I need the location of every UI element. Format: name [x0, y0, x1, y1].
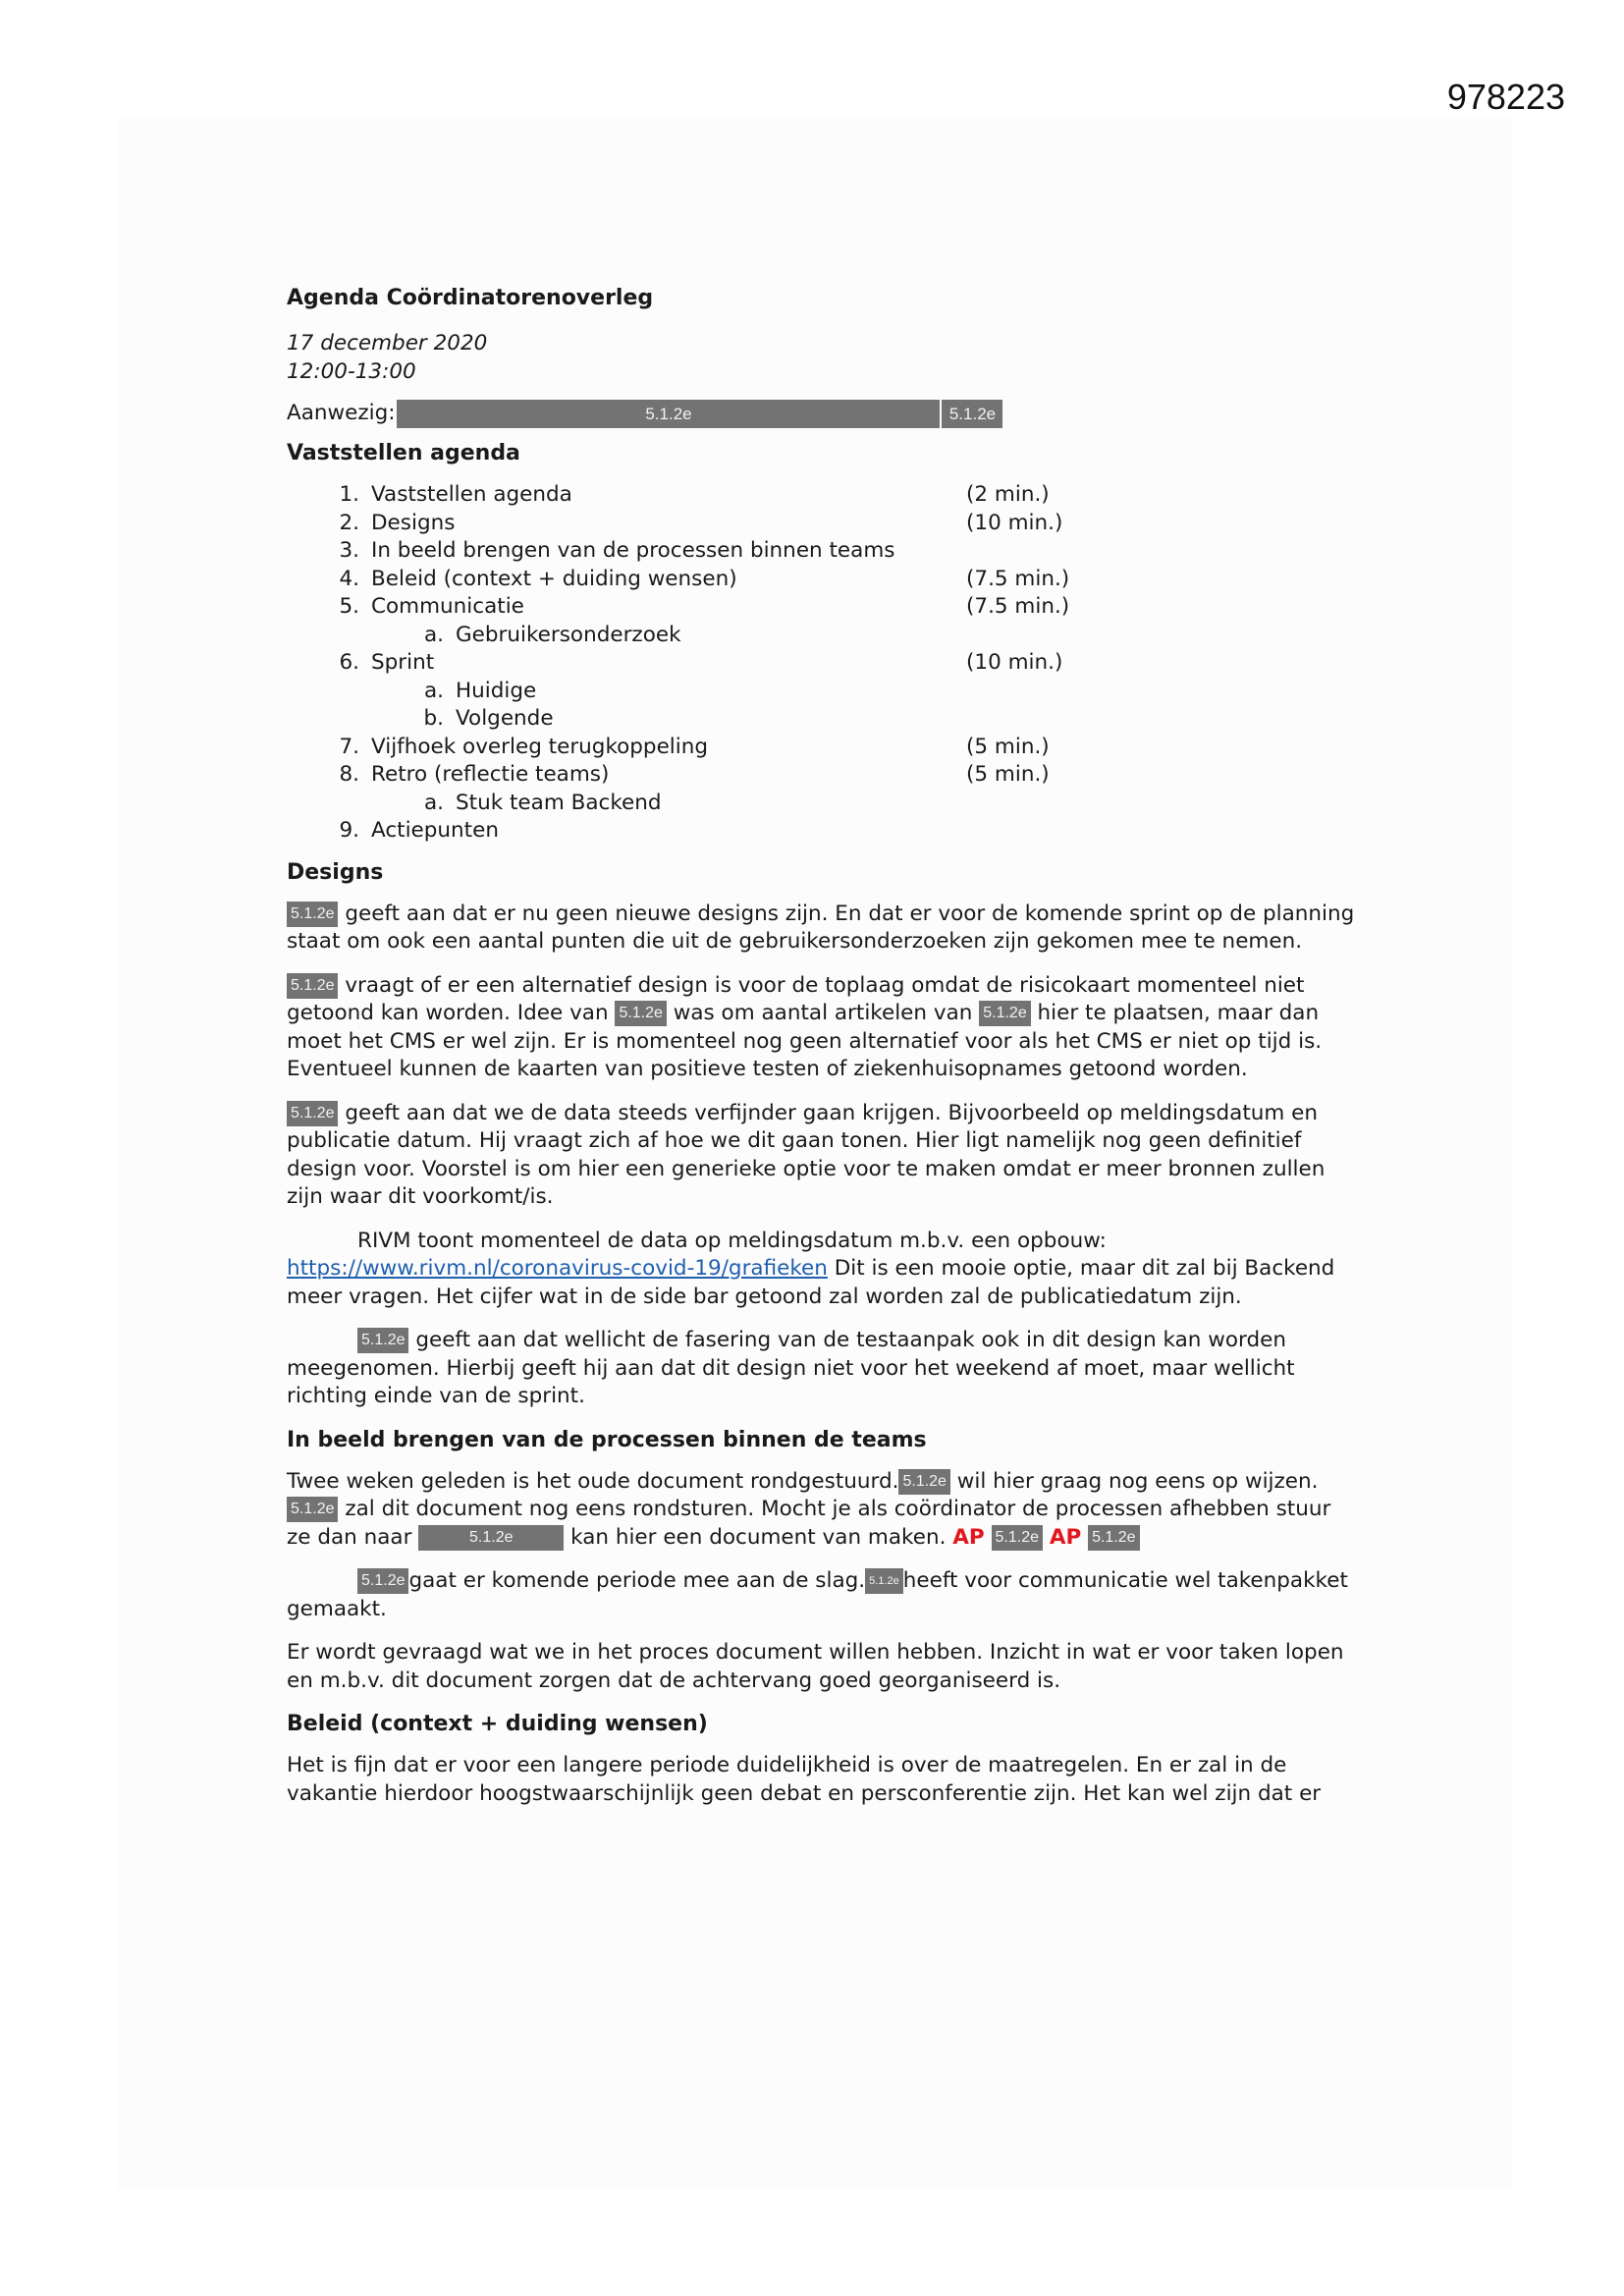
- redaction-block: 5.1.2e: [287, 902, 338, 927]
- document-number: 978223: [1446, 77, 1565, 117]
- redaction-block: 5.1.2e: [942, 400, 1002, 428]
- agenda-item-number: 2.: [339, 510, 359, 535]
- action-point-marker: AP: [952, 1524, 985, 1550]
- agenda-item-number: 3.: [339, 538, 359, 563]
- processen-paragraph: Twee weken geleden is het oude document rondgestuurd. 5.1.2e wil hier graag nog eens op wijzen. 5.1.2e zal dit document nog eens rondsturen. Mocht je als coördinator de processen afhebben stuur ze dan naar 5.1.2e kan hier een document van maken. AP 5.1.2e AP 5.1.2e: [287, 1468, 1331, 1550]
- agenda-item-number: 6.: [339, 650, 359, 675]
- designs-paragraph: 5.1.2e geeft aan dat wellicht de fasering van de testaanpak ook in dit design kan worden meegenomen. Hierbij geeft hij aan dat dit design niet voor het weekend af moet, maar wellicht richting einde van de sprint.: [287, 1328, 1295, 1408]
- redaction-block: 5.1.2e: [287, 1101, 338, 1126]
- agenda-item-label: Retro (reflectie teams): [371, 762, 610, 787]
- agenda-item-number: 7.: [339, 734, 359, 759]
- agenda-item-label: Actiepunten: [371, 818, 499, 843]
- agenda-item: [287, 566, 1357, 594]
- agenda-item: [287, 593, 1357, 622]
- attendees-label: Aanwezig:: [287, 401, 396, 426]
- agenda-item: [287, 790, 1357, 818]
- agenda-item-label: Gebruikersonderzoek: [456, 622, 681, 647]
- agenda-item-label: In beeld brengen van de processen binnen teams: [371, 538, 895, 563]
- section-heading-beleid: Beleid (context + duiding wensen): [287, 1712, 708, 1736]
- agenda-item: [287, 481, 1357, 510]
- designs-paragraph: 5.1.2e vraagt of er een alternatief design is voor de toplaag omdat de risicokaart momenteel niet getoond kan worden. Idee van 5.1.2e was om aantal artikelen van 5.1.2e hier te plaatsen, maar dan moet het CMS er wel zijn. Er is momenteel nog geen alternatief voor als het CMS er niet op tijd is. Eventueel kunnen de kaarten van positieve testen of ziekenhuisopnames getoond worden.: [287, 972, 1323, 1081]
- agenda-item-duration: (7.5 min.): [966, 594, 1070, 619]
- agenda-item: [287, 817, 1357, 846]
- agenda-item-number: a.: [423, 790, 444, 815]
- agenda-item-label: Vijfhoek overleg terugkoppeling: [371, 734, 709, 759]
- agenda-item: [287, 537, 1357, 566]
- agenda-item-label: Communicatie: [371, 594, 524, 619]
- agenda-item-label: Volgende: [456, 706, 554, 731]
- redaction-block: 5.1.2e: [615, 1001, 666, 1026]
- section-heading-designs: Designs: [287, 859, 384, 885]
- agenda-item: [287, 622, 1357, 650]
- designs-paragraph: 5.1.2e geeft aan dat we de data steeds verfijnder gaan krijgen. Bijvoorbeeld op meldingsdatum en publicatie datum. Hij vraagt zich af hoe we dit gaan tonen. Hier ligt namelijk nog geen definitief design voor. Voorstel is om hier een generieke optie voor te maken omdat er meer bronnen zullen zijn waar dit voorkomt/is.: [287, 1100, 1326, 1209]
- redaction-block: 5.1.2e: [979, 1001, 1030, 1026]
- redaction-block: 5.1.2e: [357, 1328, 408, 1353]
- agenda-item-label: Beleid (context + duiding wensen): [371, 566, 737, 591]
- meeting-date: 17 december 2020: [287, 331, 488, 355]
- agenda-item-duration: (2 min.): [966, 482, 1050, 507]
- agenda-item-duration: (10 min.): [966, 510, 1063, 535]
- redaction-block: 5.1.2e: [357, 1568, 408, 1594]
- agenda-item-duration: (5 min.): [966, 762, 1050, 787]
- redaction-block: 5.1.2e: [418, 1525, 564, 1551]
- rivm-grafieken-link[interactable]: https://www.rivm.nl/coronavirus-covid-19/grafieken: [287, 1256, 828, 1281]
- meeting-time: 12:00-13:00: [287, 358, 416, 384]
- agenda-item-number: 9.: [339, 818, 359, 843]
- agenda-item-label: Designs: [371, 510, 456, 535]
- agenda-item-number: b.: [423, 706, 444, 731]
- agenda-item: [287, 649, 1357, 678]
- redaction-block: 5.1.2e: [287, 973, 338, 999]
- attendees-line: [287, 400, 1357, 428]
- designs-paragraph: RIVM toont momenteel de data op meldingsdatum m.b.v. een opbouw: https://www.rivm.nl/coronavirus-covid-19/grafieken Dit is een mooie optie, maar dit zal bij Backend meer vragen. Het cijfer wat in de side bar getoond zal worden zal de publicatiedatum zijn.: [287, 1228, 1335, 1309]
- agenda-item: [287, 510, 1357, 538]
- agenda-item-number: 8.: [339, 762, 359, 787]
- processen-paragraph: 5.1.2e gaat er komende periode mee aan de slag. 5.1.2e heeft voor communicatie wel takenpakket gemaakt.: [287, 1568, 1348, 1621]
- document-title: Agenda Coördinatorenoverleg: [287, 286, 654, 310]
- agenda-item-label: Huidige: [456, 678, 537, 703]
- agenda-item-number: a.: [423, 678, 444, 703]
- agenda-item-duration: (5 min.): [966, 734, 1050, 759]
- document-body: [287, 285, 1357, 1824]
- agenda-item-duration: (7.5 min.): [966, 566, 1070, 591]
- agenda-item: [287, 734, 1357, 762]
- processen-paragraph: Er wordt gevraagd wat we in het proces document willen hebben. Inzicht in wat er voor taken lopen en m.b.v. dit document zorgen dat de achtervang goed georganiseerd is.: [287, 1640, 1344, 1693]
- agenda-item-label: Vaststellen agenda: [371, 482, 572, 507]
- agenda-list: [287, 481, 1357, 846]
- agenda-item: [287, 705, 1357, 734]
- redaction-block: 5.1.2e: [1088, 1525, 1139, 1551]
- section-heading-processen: In beeld brengen van de processen binnen de teams: [287, 1427, 927, 1452]
- designs-paragraph: 5.1.2e geeft aan dat er nu geen nieuwe designs zijn. En dat er voor de komende sprint op de planning staat om ook een aantal punten die uit de gebruikersonderzoeken zijn gekomen mee te nemen.: [287, 901, 1355, 954]
- beleid-paragraph: Het is fijn dat er voor een langere periode duidelijkheid is over de maatregelen. En er zal in de vakantie hierdoor hoogstwaarschijnlijk geen debat en persconferentie zijn. Het kan wel zijn dat er: [287, 1753, 1322, 1806]
- agenda-item-number: a.: [423, 622, 444, 647]
- agenda-item-duration: (10 min.): [966, 650, 1063, 675]
- redaction-block: 5.1.2e: [992, 1525, 1043, 1551]
- agenda-item: [287, 761, 1357, 790]
- agenda-item-number: 1.: [339, 482, 359, 507]
- action-point-marker: AP: [1049, 1524, 1082, 1550]
- section-heading-agenda: Vaststellen agenda: [287, 441, 520, 465]
- agenda-item-label: Sprint: [371, 650, 435, 675]
- redaction-block: 5.1.2e: [397, 400, 940, 428]
- redaction-block: 5.1.2e: [287, 1497, 338, 1522]
- redaction-block: 5.1.2e: [898, 1469, 949, 1495]
- redaction-block: 5.1.2e: [865, 1568, 903, 1594]
- agenda-item-label: Stuk team Backend: [456, 790, 662, 815]
- agenda-item-number: 4.: [339, 566, 359, 591]
- agenda-item: [287, 678, 1357, 706]
- agenda-item-number: 5.: [339, 594, 359, 619]
